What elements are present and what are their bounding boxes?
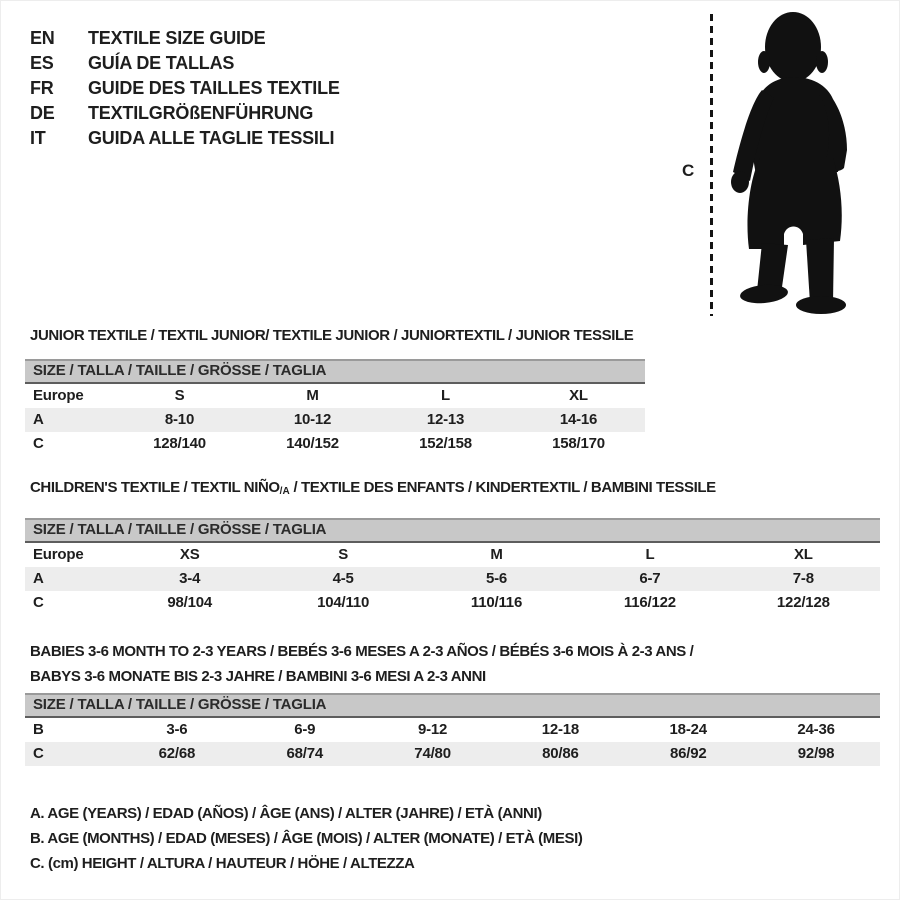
language-title: TEXTILGRÖßENFÜHRUNG: [88, 103, 314, 123]
language-row-es: [30, 51, 340, 76]
table-row: [25, 543, 880, 567]
height-cell: 116/122: [623, 594, 676, 611]
language-code: EN: [30, 28, 55, 48]
height-measure-label: C: [682, 161, 695, 180]
age-cell: 3-4: [179, 570, 201, 587]
height-cell: 152/158: [419, 435, 472, 452]
row-label: A: [33, 570, 44, 587]
language-code: ES: [30, 53, 54, 73]
language-title: GUIDA ALLE TAGLIE TESSILI: [88, 128, 335, 148]
children-title-post: / TEXTILE DES ENFANTS / KINDERTEXTIL / BAMBINI TESSILE: [289, 479, 716, 496]
language-code: DE: [30, 103, 55, 123]
height-cell: 86/92: [669, 745, 707, 762]
age-cell: 24-36: [797, 721, 835, 738]
height-cell: 92/98: [797, 745, 835, 762]
age-cell: 14-16: [559, 411, 598, 428]
height-cell: 140/152: [286, 435, 339, 452]
age-cell: 7-8: [792, 570, 814, 587]
table-row: [25, 432, 645, 456]
height-cell: 80/86: [542, 745, 579, 762]
size-cell: M: [490, 546, 503, 563]
size-cell: S: [338, 546, 349, 563]
measure-legend: [30, 801, 582, 876]
legend-line-c: C. (cm) HEIGHT / ALTURA / HAUTEUR / HÖHE / ALTEZZA: [30, 855, 415, 872]
height-cell: 104/110: [317, 594, 370, 611]
height-cell: 62/68: [158, 745, 196, 762]
age-cell: 4-5: [332, 570, 354, 587]
language-title: GUIDE DES TAILLES TEXTILE: [88, 78, 340, 98]
height-dotted-line: [710, 14, 713, 316]
size-cell: L: [441, 387, 450, 404]
row-label: Europe: [33, 546, 84, 563]
age-cell: 6-9: [294, 721, 316, 738]
legend-line-a: A. AGE (YEARS) / EDAD (AÑOS) / ÂGE (ANS) / ALTER (JAHRE) / ETÀ (ANNI): [30, 805, 542, 822]
babies-size-table: [25, 693, 880, 766]
size-cell: XL: [793, 546, 813, 563]
children-section-title: [30, 479, 716, 497]
age-cell: 3-6: [166, 721, 188, 738]
age-cell: 8-10: [164, 411, 195, 428]
language-row-fr: [30, 76, 340, 101]
language-code: IT: [30, 128, 46, 148]
language-list: [30, 26, 340, 151]
table-row: [25, 742, 880, 766]
size-cell: XS: [179, 546, 200, 563]
toddler-silhouette-icon: [720, 0, 900, 318]
age-cell: 18-24: [669, 721, 707, 738]
table-row: [25, 718, 880, 742]
babies-section-title: [30, 639, 693, 689]
children-title-sub: /A: [279, 486, 290, 497]
babies-title-line1: BABIES 3-6 MONTH TO 2-3 YEARS / BEBÉS 3-6 MESES A 2-3 AÑOS / BÉBÉS 3-6 MOIS À 2-3 ANS /: [30, 643, 694, 660]
height-cell: 128/140: [153, 435, 206, 452]
babies-size-header-bar: SIZE / TALLA / TAILLE / GRÖSSE / TAGLIA: [25, 693, 880, 718]
age-cell: 12-13: [426, 411, 465, 428]
junior-size-header-bar: SIZE / TALLA / TAILLE / GRÖSSE / TAGLIA: [25, 359, 645, 384]
age-cell: 6-7: [639, 570, 661, 587]
age-cell: 12-18: [541, 721, 580, 738]
height-cell: 158/170: [552, 435, 605, 452]
height-cell: 110/116: [470, 594, 523, 611]
age-cell: 9-12: [417, 721, 448, 738]
age-cell: 10-12: [293, 411, 332, 428]
table-row: [25, 591, 880, 615]
legend-line-b: B. AGE (MONTHS) / EDAD (MESES) / ÂGE (MOIS) / ALTER (MONATE) / ETÀ (MESI): [30, 830, 583, 847]
junior-size-table: [25, 359, 645, 456]
table-row: [25, 567, 880, 591]
size-cell: M: [306, 387, 319, 404]
language-code: FR: [30, 78, 54, 98]
height-cell: 74/80: [414, 745, 451, 762]
junior-section-title: JUNIOR TEXTILE / TEXTIL JUNIOR/ TEXTILE JUNIOR / JUNIORTEXTIL / JUNIOR TESSILE: [30, 327, 634, 344]
language-row-it: [30, 126, 340, 151]
row-label: C: [33, 435, 44, 452]
age-cell: 5-6: [485, 570, 508, 587]
row-label: B: [33, 721, 44, 738]
height-cell: 68/74: [286, 745, 324, 762]
babies-title-line2: BABYS 3-6 MONATE BIS 2-3 JAHRE / BAMBINI 3-6 MESI A 2-3 ANNI: [30, 668, 486, 685]
size-cell: L: [645, 546, 655, 563]
children-title-pre: CHILDREN'S TEXTILE / TEXTIL NIÑO: [30, 479, 280, 496]
language-title: GUÍA DE TALLAS: [88, 53, 235, 73]
children-size-header-bar: SIZE / TALLA / TAILLE / GRÖSSE / TAGLIA: [25, 518, 880, 543]
language-row-de: [30, 101, 340, 126]
children-size-table: [25, 518, 880, 615]
row-label: C: [33, 745, 44, 762]
table-row: [25, 408, 645, 432]
language-title: TEXTILE SIZE GUIDE: [88, 28, 266, 48]
row-label: C: [33, 594, 44, 611]
row-label: A: [33, 411, 44, 428]
size-cell: S: [174, 387, 185, 404]
size-cell: XL: [569, 387, 588, 404]
row-label: Europe: [33, 387, 84, 404]
height-cell: 122/128: [776, 594, 830, 611]
table-row: [25, 384, 645, 408]
height-cell: 98/104: [167, 594, 213, 611]
language-row-en: [30, 26, 340, 51]
